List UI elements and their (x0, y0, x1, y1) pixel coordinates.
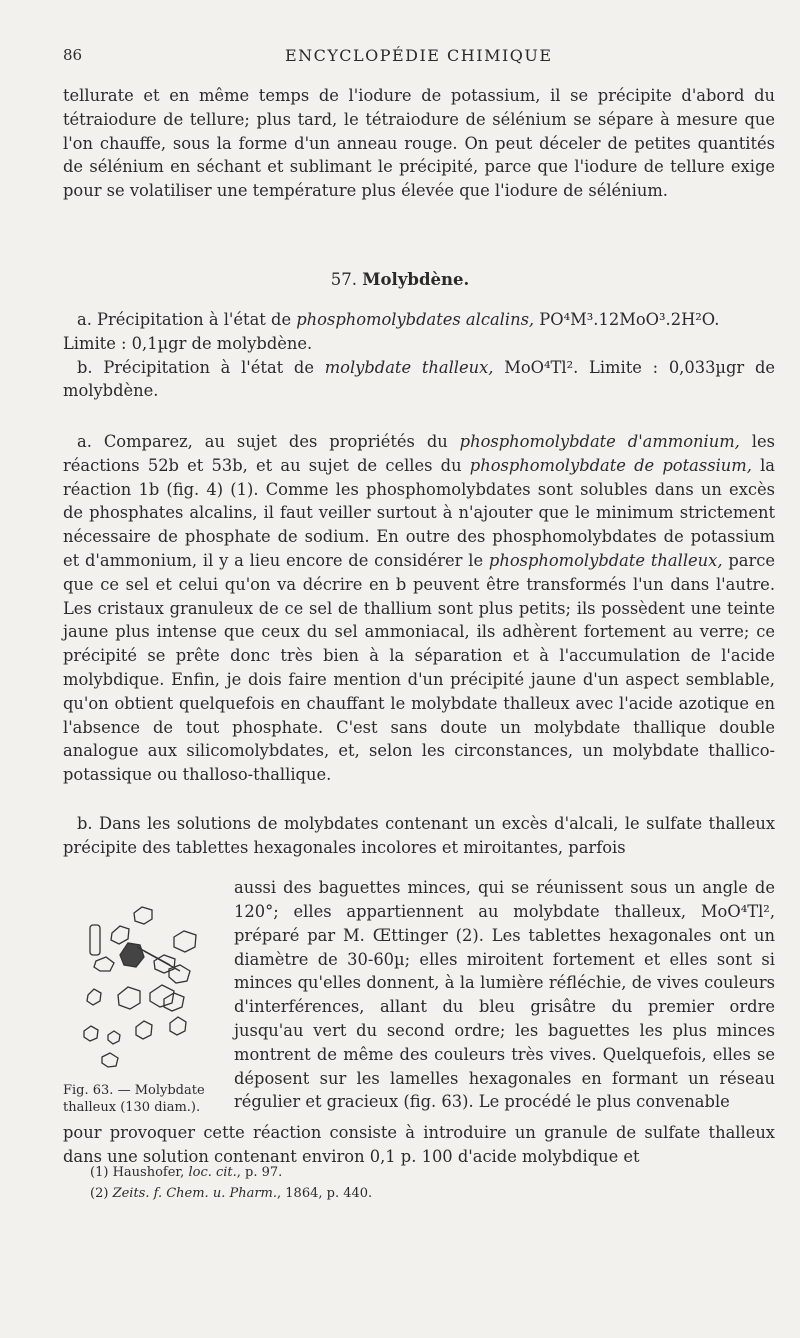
section-title: Molybdène. (362, 270, 470, 289)
paragraph-b-wrap-text: aussi des baguettes minces, qui se réunissent sous un angle de 120°; elles appartiennent au molybdate thalleux, MoO⁴Tl², préparé par M. Œttinger (2). Les tablettes hexagonales ont un diamètre de 30-60µ; elles miroitent fortement et elles sont si minces qu'elles donnent, à la lumière réfléchie, de vives couleurs d'interférences, allant du bleu grisâtre du premier ordre jusqu'au vert du second ordre; les baguettes les plus minces montrent de même des couleurs très vives. Quelquefois, elles se déposent sur les lamelles hexagonales en formant un réseau régulier et gracieux (fig. 63). Le procédé le plus convenable (234, 878, 775, 1112)
summary-a-italic: phosphomolybdates alcalins, (296, 310, 535, 329)
paragraph-a-italic-2: phosphomolybdate de potassium, (469, 455, 752, 475)
footnote-1-italic: loc. cit. (188, 1165, 237, 1180)
footnotes (90, 1162, 780, 1204)
running-title: ENCYCLOPÉDIE CHIMIQUE (285, 46, 553, 65)
page-header (63, 46, 770, 70)
paragraph-a-text-4: parce que ce sel et celui qu'on va décrire en b peuvent être transformés l'un dans l'autre. Les cristaux granuleux de ce sel de thallium sont plus petits; ils possèdent une teinte jaune plus intense que ceux du sel ammoniacal, ils adhèrent fortement au verre; ce précipité se prête donc très bien à la séparation et à l'accumulation de l'acide molybdique. Enfin, je dois faire mention d'un précipité jaune d'un aspect semblable, qu'on obtient quelquefois en chauffant le molybdate thalleux avec l'acide azotique en l'absence de tout phosphate. C'est sans doute un molybdate thallique double analogue aux silicomolybdates, et, selon les circonstances, un molybdate thallico-potassique ou thalloso-thallique. (63, 550, 776, 785)
summary-b (63, 356, 775, 404)
summary-b-rest: MoO⁴Tl². Limite : 0,033µgr de molybdène. (63, 357, 775, 401)
page-number: 86 (63, 46, 83, 64)
intro-text: tellurate et en même temps de l'iodure de potassium, il se précipite d'abord du tétraiodure de tellure; plus tard, le tétraiodure de sélénium se sépare à mesure que l'on chauffe, sous la forme d'un anneau rouge. On peut déceler de petites quantités de sélénium en séchant et sublimant le précipité, parce que l'iodure de tellure exige pour se volatiliser une température plus élevée que l'iodure de sélénium. (63, 86, 775, 201)
paragraph-a-italic-1: phosphomolybdate d'ammonium, (459, 432, 740, 451)
summary-b-text: b. Précipitation à l'état de (77, 357, 325, 377)
summary-b-italic: molybdate thalleux, (324, 357, 494, 377)
paragraph-a-text-1: a. Comparez, au sujet des propriétés du (77, 432, 460, 451)
paragraph-a-text-2: les réactions 52b et 53b, et au sujet de celles du (63, 432, 776, 475)
paragraph-a (63, 430, 775, 787)
intro-paragraph (63, 84, 775, 203)
footnote-2-rest: , 1864, p. 440. (277, 1186, 373, 1201)
paragraph-b-lead-text: b. Dans les solutions de molybdates contenant un excès d'alcali, le sulfate thalleux précipite des tablettes hexagonales incolores et miroitantes, parfois (63, 814, 775, 857)
footnote-2-italic: Zeits. f. Chem. u. Pharm. (112, 1186, 278, 1201)
summary-a-formula: PO⁴M³.12MoO³.2H²O. (534, 310, 720, 329)
crystal-illustration (74, 895, 224, 1085)
section-number: 57. (330, 270, 358, 289)
paragraph-a-italic-3: phosphomolybdate thalleux, (488, 550, 723, 570)
summary-a-limit: Limite : 0,1µgr de molybdène. (63, 333, 313, 353)
paragraph-a-text-3: la réaction 1b (fig. 4) (1). Comme les phosphomolybdates sont solubles dans un excès de phosphates alcalins, il faut veiller surtout à n'ajouter que le minimum strictement nécessaire de phosphate de sodium. En outre des phosphomolybdates de potassium et d'ammonium, il y a lieu encore de considérer le (63, 455, 775, 570)
paragraph-b-tail-text: pour provoquer cette réaction consiste à introduire un granule de sulfate thalleux dans une solution contenant environ 0,1 p. 100 d'acide molybdique et (63, 1123, 775, 1167)
footnote-1-mark: (1) (90, 1165, 109, 1180)
section-summary (63, 308, 775, 403)
footnote-2-mark: (2) (90, 1186, 109, 1201)
footnote-2 (90, 1183, 780, 1204)
paragraph-b-wrapped (234, 860, 775, 1131)
footnote-1-rest: , p. 97. (236, 1165, 283, 1180)
footnote-1 (90, 1162, 780, 1183)
section-heading (0, 270, 800, 289)
footnote-1-text: Haushofer, (112, 1165, 189, 1180)
paragraph-a-body (63, 430, 775, 787)
figure-63 (74, 895, 224, 1085)
paragraph-b-lead (63, 812, 775, 860)
figure-caption: Fig. 63. — Molybdate thalleux (130 diam.). (63, 1083, 205, 1115)
summary-a (63, 308, 775, 332)
summary-a-text: a. Précipitation à l'état de (77, 310, 297, 329)
